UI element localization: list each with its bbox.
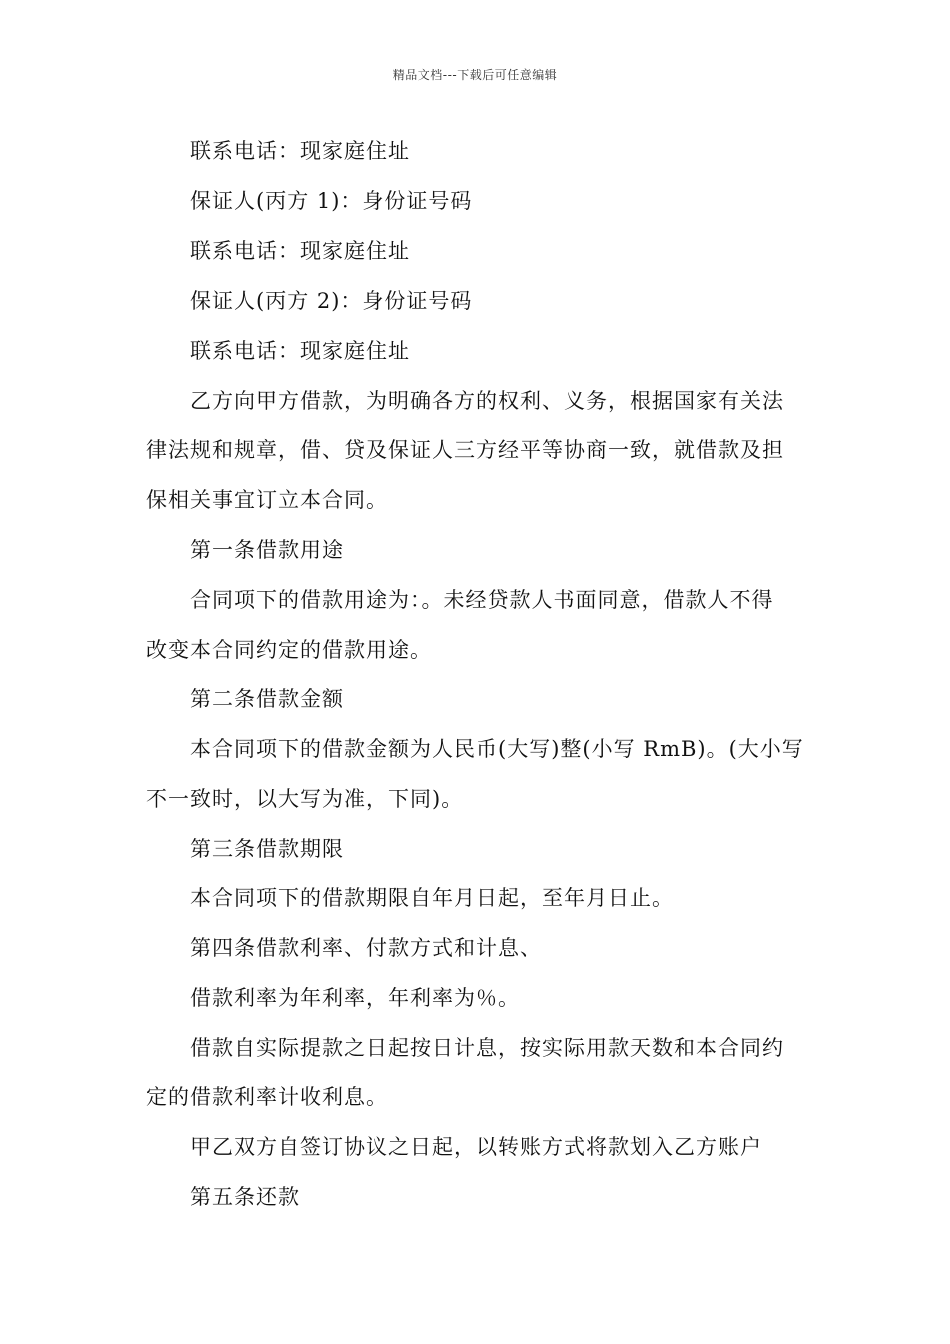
article-2-text-line-2: 不一致时，以大写为准，下同)。: [146, 787, 464, 811]
article-5-heading: 第五条还款: [190, 1185, 300, 1209]
contact-phone-line-2: 联系电话：现家庭住址: [190, 239, 410, 263]
guarantor-1-line: 保证人(丙方 1)：身份证号码: [190, 189, 473, 213]
preamble-line-2: 律法规和规章，借、贷及保证人三方经平等协商一致，就借款及担: [146, 438, 784, 462]
article-1-heading: 第一条借款用途: [190, 538, 344, 562]
interest-calc-line-2: 定的借款利率计收利息。: [146, 1085, 388, 1109]
transfer-line: 甲乙双方自签订协议之日起，以转账方式将款划入乙方账户: [190, 1135, 762, 1159]
interest-rate-line: 借款利率为年利率，年利率为％。: [190, 986, 520, 1010]
article-2-text-line-1: 本合同项下的借款金额为人民币(大写)整(小写 RmB)。(大小写: [190, 737, 804, 761]
interest-calc-line-1: 借款自实际提款之日起按日计息，按实际用款天数和本合同约: [190, 1036, 784, 1060]
contact-phone-line-3: 联系电话：现家庭住址: [190, 339, 410, 363]
article-3-text: 本合同项下的借款期限自年月日起，至年月日止。: [190, 886, 674, 910]
preamble-line-1: 乙方向甲方借款，为明确各方的权利、义务，根据国家有关法: [190, 389, 784, 413]
page-header: 精品文档---下载后可任意编辑: [392, 68, 558, 82]
article-4-heading: 第四条借款利率、付款方式和计息、: [190, 936, 542, 960]
preamble-line-3: 保相关事宜订立本合同。: [146, 488, 388, 512]
article-3-heading: 第三条借款期限: [190, 837, 344, 861]
article-1-text-line-2: 改变本合同约定的借款用途。: [146, 638, 432, 662]
article-1-text-line-1: 合同项下的借款用途为：。未经贷款人书面同意，借款人不得: [190, 588, 774, 612]
article-2-heading: 第二条借款金额: [190, 687, 344, 711]
contact-phone-line-1: 联系电话：现家庭住址: [190, 139, 410, 163]
guarantor-2-line: 保证人(丙方 2)：身份证号码: [190, 289, 473, 313]
